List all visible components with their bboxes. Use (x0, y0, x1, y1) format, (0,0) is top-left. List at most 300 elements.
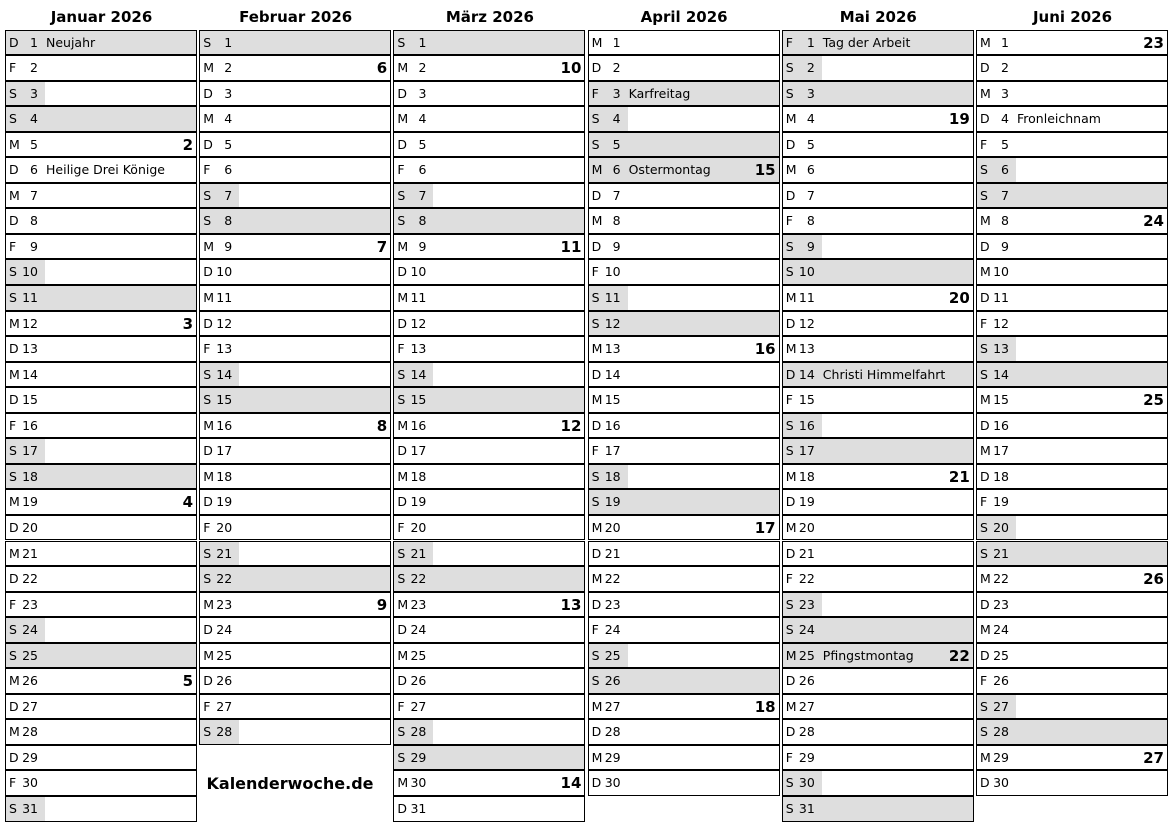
month-title: Februar 2026 (239, 8, 353, 26)
day-number: 15 (604, 392, 621, 408)
day-number: 22 (216, 571, 233, 587)
day-row (5, 719, 197, 745)
day-row (976, 413, 1168, 439)
week-number: 9 (376, 595, 388, 614)
weekday-letter: F (203, 519, 211, 535)
day-number: 7 (30, 187, 38, 203)
day-number: 17 (216, 443, 233, 459)
day-row (976, 285, 1168, 311)
weekday-letter: F (9, 596, 17, 612)
day-row (976, 515, 1168, 541)
weekday-letter: S (203, 571, 212, 587)
day-number: 12 (993, 315, 1009, 331)
weekday-letter: M (9, 366, 20, 382)
day-number: 28 (22, 724, 38, 740)
weekday-letter: M (980, 443, 991, 459)
weekday-letter: S (980, 341, 988, 357)
day-number: 25 (216, 647, 233, 663)
weekday-letter: S (397, 749, 406, 765)
day-number: 31 (410, 801, 427, 816)
day-number: 29 (993, 749, 1009, 765)
day-number: 16 (22, 417, 38, 433)
day-row (782, 719, 974, 745)
weekday-letter: M (785, 519, 797, 535)
day-number: 21 (798, 545, 815, 561)
day-row (588, 132, 780, 158)
day-number: 4 (1001, 111, 1009, 127)
day-row (588, 387, 780, 413)
day-row (976, 106, 1168, 132)
weekday-letter: S (785, 801, 794, 816)
day-number: 2 (224, 60, 233, 76)
day-row (976, 617, 1168, 643)
day-number: 7 (1001, 187, 1009, 203)
weekday-letter: D (203, 315, 213, 331)
weekday-letter: D (397, 264, 408, 280)
weekday-letter: M (591, 392, 603, 408)
week-number: 8 (376, 416, 388, 435)
day-number: 28 (604, 724, 621, 740)
weekday-letter: D (591, 724, 602, 740)
day-number: 9 (612, 238, 621, 254)
day-row (199, 311, 391, 337)
day-number: 15 (216, 392, 233, 408)
weekday-letter: S (980, 162, 988, 178)
week-number: 18 (754, 697, 776, 716)
day-row (5, 55, 197, 81)
day-row (393, 234, 585, 260)
day-row (5, 515, 197, 541)
day-row (199, 336, 391, 362)
day-number: 2 (418, 60, 427, 76)
day-number: 1 (224, 34, 233, 50)
holiday-name: Pfingstmontag (822, 647, 914, 663)
day-row (976, 81, 1168, 107)
day-row (5, 336, 197, 362)
day-number: 24 (22, 622, 38, 638)
day-row (5, 668, 197, 694)
weekday-letter: M (591, 571, 603, 587)
weekday-letter: D (785, 315, 796, 331)
day-row (782, 617, 974, 643)
day-number: 22 (410, 571, 427, 587)
weekday-letter: S (591, 315, 600, 331)
day-number: 22 (22, 571, 38, 587)
day-number: 8 (224, 213, 233, 229)
weekday-letter: S (980, 724, 988, 740)
day-number: 18 (993, 468, 1009, 484)
day-row (199, 387, 391, 413)
day-row (199, 157, 391, 183)
day-row (393, 515, 585, 541)
weekday-letter: S (591, 673, 600, 689)
day-row (5, 541, 197, 567)
weekday-letter: D (591, 775, 602, 791)
weekday-letter: S (9, 290, 17, 305)
weekday-letter: M (591, 749, 603, 765)
day-number: 17 (22, 443, 38, 459)
day-number: 27 (993, 698, 1009, 714)
day-row (976, 183, 1168, 209)
day-number: 7 (418, 187, 427, 203)
weekday-letter: S (397, 545, 406, 561)
day-number: 23 (22, 596, 38, 612)
day-number: 1 (806, 34, 815, 50)
day-row (393, 157, 585, 183)
day-number: 7 (612, 187, 621, 203)
weekday-letter: F (203, 698, 211, 714)
weekday-letter: D (980, 596, 990, 612)
day-row (5, 362, 197, 388)
weekday-letter: S (203, 724, 212, 740)
day-number: 1 (30, 34, 38, 50)
weekday-letter: D (980, 647, 990, 663)
day-row (393, 745, 585, 771)
day-number: 10 (604, 264, 621, 280)
day-row (5, 106, 197, 132)
weekday-letter: S (397, 213, 406, 229)
day-number: 27 (216, 698, 233, 714)
day-row (393, 617, 585, 643)
weekday-letter: D (397, 494, 408, 510)
day-row (5, 30, 197, 56)
day-number: 15 (993, 392, 1009, 408)
weekday-letter: S (9, 85, 17, 101)
weekday-letter: D (980, 775, 990, 791)
weekday-letter: D (9, 519, 19, 535)
day-row (393, 566, 585, 592)
day-number: 12 (22, 315, 38, 331)
week-number: 27 (1143, 748, 1164, 767)
weekday-letter: M (980, 34, 991, 50)
weekday-letter: M (785, 698, 797, 714)
day-number: 10 (993, 264, 1009, 280)
week-number: 2 (182, 135, 193, 154)
day-number: 20 (216, 519, 233, 535)
weekday-letter: F (9, 238, 17, 254)
weekday-letter: S (980, 545, 988, 561)
weekday-letter: F (397, 341, 405, 357)
day-row (5, 234, 197, 260)
day-row (782, 157, 974, 183)
weekday-letter: S (203, 392, 212, 408)
weekday-letter: S (203, 366, 212, 382)
weekday-letter: F (9, 417, 17, 433)
week-number: 5 (182, 672, 193, 691)
day-number: 15 (798, 392, 815, 408)
day-row (782, 234, 974, 260)
weekday-letter: M (9, 673, 20, 689)
day-row (588, 719, 780, 745)
day-number: 14 (216, 366, 233, 382)
day-row (199, 541, 391, 567)
day-row (782, 489, 974, 515)
day-number: 21 (22, 545, 38, 561)
day-number: 20 (604, 519, 621, 535)
day-row (976, 362, 1168, 388)
weekday-letter: D (591, 545, 602, 561)
day-row (199, 694, 391, 720)
week-number: 16 (754, 340, 776, 359)
day-number: 19 (216, 494, 233, 510)
day-number: 24 (216, 622, 233, 638)
holiday-name: Tag der Arbeit (822, 34, 911, 50)
weekday-letter: D (397, 801, 408, 816)
weekday-letter: M (203, 238, 214, 254)
day-number: 24 (798, 622, 815, 638)
day-row (5, 413, 197, 439)
day-number: 26 (798, 673, 815, 689)
day-number: 20 (410, 519, 427, 535)
day-row (5, 464, 197, 490)
holiday-name: Neujahr (46, 34, 96, 50)
weekday-letter: D (9, 749, 19, 765)
day-row (976, 387, 1168, 413)
weekday-letter: D (980, 417, 990, 433)
day-row (5, 770, 197, 796)
day-number: 19 (993, 494, 1009, 510)
day-number: 21 (604, 545, 621, 561)
day-row (393, 541, 585, 567)
day-number: 1 (612, 34, 621, 50)
weekday-letter: M (9, 315, 20, 331)
weekday-letter: F (397, 162, 405, 178)
day-number: 16 (216, 417, 233, 433)
weekday-letter: S (591, 468, 600, 484)
day-number: 22 (604, 571, 621, 587)
month-title: Januar 2026 (50, 8, 153, 26)
day-number: 9 (224, 238, 233, 254)
weekday-letter: S (980, 187, 988, 203)
weekday-letter: S (9, 468, 17, 484)
weekday-letter: S (397, 571, 406, 587)
weekday-letter: S (591, 136, 600, 152)
day-number: 3 (612, 85, 621, 101)
weekday-letter: S (591, 111, 600, 127)
weekday-letter: F (785, 213, 793, 229)
day-number: 18 (22, 468, 38, 484)
day-row (393, 668, 585, 694)
day-number: 6 (224, 162, 233, 178)
weekday-letter: M (203, 290, 214, 305)
weekday-letter: F (980, 315, 988, 331)
weekday-letter: F (397, 519, 405, 535)
day-row (782, 387, 974, 413)
day-number: 18 (798, 468, 815, 484)
weekday-letter: F (785, 34, 793, 50)
day-row (588, 259, 780, 285)
day-row (782, 694, 974, 720)
day-row (782, 438, 974, 464)
weekday-letter: M (203, 111, 214, 127)
weekday-letter: F (980, 673, 988, 689)
day-row (976, 489, 1168, 515)
weekday-letter: D (9, 571, 19, 587)
day-number: 5 (224, 136, 233, 152)
day-row (976, 566, 1168, 592)
day-number: 17 (410, 443, 427, 459)
day-row (199, 208, 391, 234)
day-number: 9 (1001, 238, 1009, 254)
day-row (199, 183, 391, 209)
day-row (976, 770, 1168, 796)
day-number: 9 (30, 238, 38, 254)
weekday-letter: D (397, 673, 408, 689)
day-number: 23 (216, 596, 233, 612)
weekday-letter: M (397, 111, 409, 127)
weekday-letter: S (785, 264, 794, 280)
weekday-letter: M (591, 34, 603, 50)
weekday-letter: S (397, 392, 406, 408)
day-number: 27 (22, 698, 38, 714)
day-row (976, 694, 1168, 720)
weekday-letter: D (785, 136, 796, 152)
day-number: 14 (993, 366, 1009, 382)
weekday-letter: S (9, 801, 17, 816)
day-row (393, 362, 585, 388)
weekday-letter: D (785, 187, 796, 203)
holiday-name: Christi Himmelfahrt (822, 366, 946, 382)
day-row (5, 81, 197, 107)
week-number: 19 (948, 110, 970, 129)
day-row (393, 387, 585, 413)
weekday-letter: F (591, 264, 599, 280)
day-row (5, 643, 197, 669)
day-row (782, 285, 974, 311)
weekday-letter: D (785, 366, 796, 382)
weekday-letter: M (397, 290, 409, 305)
day-row (588, 489, 780, 515)
week-number: 23 (1143, 33, 1164, 52)
day-row (588, 81, 780, 107)
weekday-letter: D (591, 187, 602, 203)
day-number: 15 (410, 392, 427, 408)
day-row (976, 336, 1168, 362)
day-row (782, 643, 974, 669)
week-number: 17 (754, 518, 776, 537)
day-number: 20 (798, 519, 815, 535)
day-number: 31 (22, 801, 38, 816)
day-number: 29 (410, 749, 427, 765)
day-number: 10 (798, 264, 815, 280)
day-row (5, 259, 197, 285)
day-number: 29 (798, 749, 815, 765)
day-row (199, 617, 391, 643)
day-row (393, 336, 585, 362)
day-row (393, 489, 585, 515)
day-row (5, 566, 197, 592)
day-row (199, 643, 391, 669)
month-title: Mai 2026 (839, 8, 917, 26)
weekday-letter: S (785, 775, 794, 791)
day-number: 3 (1001, 85, 1009, 101)
day-number: 8 (806, 213, 815, 229)
weekday-letter: M (9, 545, 20, 561)
weekday-letter: F (9, 60, 17, 76)
day-number: 7 (806, 187, 815, 203)
day-number: 20 (22, 519, 38, 535)
day-row (588, 617, 780, 643)
day-number: 6 (612, 162, 621, 178)
weekday-letter: M (203, 417, 214, 433)
day-number: 4 (612, 111, 621, 127)
weekday-letter: D (785, 494, 796, 510)
weekday-letter: S (980, 519, 988, 535)
day-number: 26 (410, 673, 427, 689)
day-number: 8 (1001, 213, 1009, 229)
weekday-letter: M (980, 85, 991, 101)
day-row (393, 183, 585, 209)
week-number: 20 (948, 289, 970, 307)
week-number: 24 (1143, 212, 1164, 231)
weekday-letter: F (591, 443, 599, 459)
week-number: 6 (376, 59, 388, 78)
weekday-letter: M (980, 264, 991, 280)
day-row (199, 464, 391, 490)
day-number: 23 (993, 596, 1009, 612)
day-row (199, 592, 391, 618)
day-row (5, 694, 197, 720)
day-row (393, 55, 585, 81)
day-row (588, 106, 780, 132)
day-row (976, 311, 1168, 337)
day-number: 5 (1001, 136, 1009, 152)
day-number: 26 (22, 673, 38, 689)
day-number: 10 (410, 264, 427, 280)
day-number: 7 (224, 187, 233, 203)
day-row (976, 438, 1168, 464)
day-row (976, 30, 1168, 56)
weekday-letter: F (980, 494, 988, 510)
weekday-letter: S (785, 622, 794, 638)
day-number: 16 (993, 417, 1009, 433)
day-number: 4 (418, 111, 427, 127)
day-row (5, 592, 197, 618)
day-row (782, 132, 974, 158)
day-row (199, 259, 391, 285)
day-row (976, 643, 1168, 669)
day-row (976, 157, 1168, 183)
weekday-letter: S (785, 443, 794, 459)
weekday-letter: M (785, 341, 797, 357)
day-number: 20 (993, 519, 1009, 535)
day-number: 19 (22, 494, 38, 510)
day-number: 16 (798, 417, 815, 433)
holiday-name: Karfreitag (628, 85, 691, 101)
weekday-letter: D (591, 366, 602, 382)
day-number: 28 (410, 724, 427, 740)
weekday-letter: D (397, 85, 408, 101)
day-number: 3 (224, 85, 233, 101)
day-number: 17 (993, 443, 1009, 459)
day-row (5, 157, 197, 183)
week-number: 15 (754, 161, 776, 180)
day-row (5, 745, 197, 771)
day-row (393, 30, 585, 56)
holiday-name: Fronleichnam (1017, 111, 1101, 127)
weekday-letter: S (397, 366, 406, 382)
weekday-letter: M (397, 60, 409, 76)
weekday-letter: D (203, 136, 213, 152)
day-number: 6 (806, 162, 815, 178)
day-row (588, 234, 780, 260)
day-number: 8 (418, 213, 427, 229)
weekday-letter: D (9, 162, 19, 178)
weekday-letter: S (397, 187, 406, 203)
day-row (393, 106, 585, 132)
weekday-letter: M (9, 136, 20, 152)
day-row (199, 515, 391, 541)
